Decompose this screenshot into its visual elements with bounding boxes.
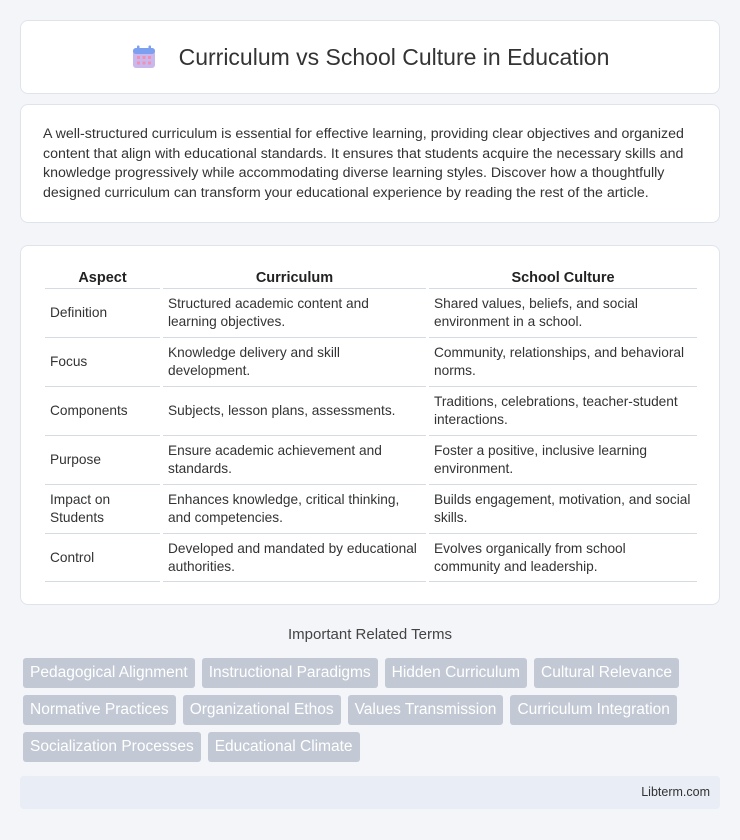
cell-curriculum: Structured academic content and learning objectives. (163, 288, 426, 337)
related-terms-tags (23, 658, 723, 769)
comparison-table-card (20, 245, 720, 605)
table-row (45, 288, 697, 337)
calendar-grid-icon (131, 44, 157, 70)
tag-organizational-ethos[interactable]: Organizational Ethos (183, 695, 341, 725)
cell-aspect: Impact on Students (45, 484, 160, 533)
related-terms-title: Important Related Terms (288, 626, 452, 643)
table-header-row (45, 266, 697, 288)
header-aspect: Aspect (78, 270, 127, 286)
title-card (20, 20, 720, 94)
cell-aspect: Focus (45, 337, 160, 386)
intro-text: A well-structured curriculum is essential for effective learning, providing clear objectives and organized content that align with educational standards. It ensures that students acquire the necessary skills and knowledge progressively while accommodating diverse learning styles. Discover how a thoughtfully designed curriculum can transform your educational experience by reading the rest of the article. (43, 126, 684, 201)
cell-aspect: Definition (45, 288, 160, 337)
tag-curriculum-integration[interactable]: Curriculum Integration (510, 695, 676, 725)
table-row (45, 484, 697, 533)
table-row (45, 533, 697, 582)
intro-card (20, 104, 720, 223)
tag-cultural-relevance[interactable]: Cultural Relevance (534, 658, 679, 688)
header-school-culture: School Culture (511, 270, 615, 286)
header-curriculum: Curriculum (255, 270, 334, 286)
cell-culture: Evolves organically from school community and leadership. (429, 533, 697, 582)
cell-culture: Foster a positive, inclusive learning environment. (429, 435, 697, 484)
footer (20, 776, 720, 809)
cell-curriculum: Subjects, lesson plans, assessments. (163, 386, 426, 435)
tag-hidden-curriculum[interactable]: Hidden Curriculum (385, 658, 527, 688)
cell-curriculum: Developed and mandated by educational authorities. (163, 533, 426, 582)
cell-culture: Shared values, beliefs, and social environment in a school. (429, 288, 697, 337)
tag-instructional-paradigms[interactable]: Instructional Paradigms (202, 658, 378, 688)
tag-pedagogical-alignment[interactable]: Pedagogical Alignment (23, 658, 195, 688)
cell-culture: Traditions, celebrations, teacher-student interactions. (429, 386, 697, 435)
tag-educational-climate[interactable]: Educational Climate (208, 732, 360, 762)
footer-site-link[interactable]: Libterm.com (641, 785, 710, 799)
table-row (45, 386, 697, 435)
cell-aspect: Components (45, 386, 160, 435)
cell-curriculum: Enhances knowledge, critical thinking, and competencies. (163, 484, 426, 533)
cell-curriculum: Ensure academic achievement and standards. (163, 435, 426, 484)
tag-socialization-processes[interactable]: Socialization Processes (23, 732, 201, 762)
table-row (45, 337, 697, 386)
cell-culture: Builds engagement, motivation, and social skills. (429, 484, 697, 533)
page-title: Curriculum vs School Culture in Education (178, 43, 610, 70)
cell-culture: Community, relationships, and behavioral norms. (429, 337, 697, 386)
cell-aspect: Purpose (45, 435, 160, 484)
table-row (45, 435, 697, 484)
cell-curriculum: Knowledge delivery and skill development. (163, 337, 426, 386)
cell-aspect: Control (45, 533, 160, 582)
tag-values-transmission[interactable]: Values Transmission (348, 695, 504, 725)
tag-normative-practices[interactable]: Normative Practices (23, 695, 176, 725)
comparison-table (42, 266, 700, 582)
